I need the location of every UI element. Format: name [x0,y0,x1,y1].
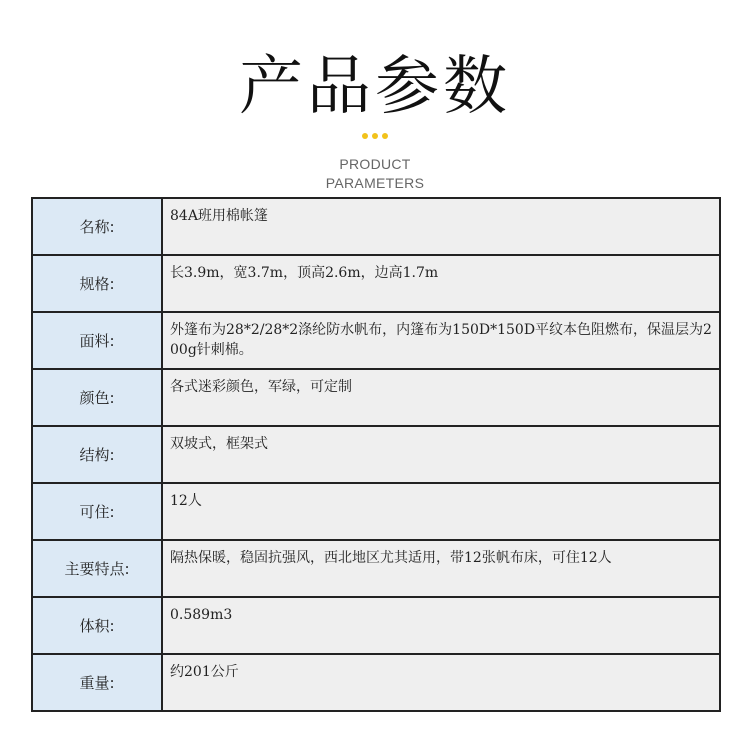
spec-value-text: 长3.9m，宽3.7m，顶高2.6m，边高1.7m [170,265,439,281]
spec-label: 主要特点: [33,541,163,596]
spec-value [163,541,721,596]
spec-label: 面料: [33,313,163,368]
spec-label: 规格: [33,256,163,311]
spec-value-text: 隔热保暖，稳固抗强风，西北地区尤其适用，带12张帆布床，可住12人 [170,550,612,566]
spec-row-weight [33,655,721,712]
spec-value-text: 0.589m3 [170,607,233,623]
spec-value [163,655,721,710]
dot-icon [362,133,368,139]
spec-value-text: 12人 [170,493,202,509]
dot-icon [372,133,378,139]
spec-row-fabric [33,313,721,370]
spec-row-name [33,199,721,256]
dot-icon [382,133,388,139]
spec-value [163,256,721,311]
spec-label: 体积: [33,598,163,653]
spec-value-text: 外篷布为28*2/28*2涤纶防水帆布，内篷布为150D*150D平纹本色阻燃布，保温层为200g针刺棉。 [170,322,712,358]
subtitle-parameters: PARAMETERS [325,175,425,191]
spec-row-features [33,541,721,598]
spec-row-capacity [33,484,721,541]
spec-row-structure [33,427,721,484]
spec-row-volume [33,598,721,655]
spec-value [163,313,721,368]
spec-value [163,598,721,653]
spec-label: 可住: [33,484,163,539]
spec-value-text: 84A班用棉帐篷 [170,208,268,224]
spec-value-text: 各式迷彩颜色，军绿，可定制 [170,379,352,395]
spec-value [163,484,721,539]
subtitle-product: PRODUCT [339,156,411,172]
spec-value [163,370,721,425]
spec-table [31,197,721,712]
page-title: 产品参数 [239,50,511,124]
spec-value-text: 双坡式，框架式 [170,436,268,452]
spec-label: 名称: [33,199,163,254]
decorative-dots [0,133,750,141]
spec-value [163,427,721,482]
spec-label: 结构: [33,427,163,482]
spec-label: 颜色: [33,370,163,425]
spec-label: 重量: [33,655,163,710]
spec-row-color [33,370,721,427]
spec-value-text: 约201公斤 [170,664,239,680]
spec-row-size [33,256,721,313]
spec-value [163,199,721,254]
